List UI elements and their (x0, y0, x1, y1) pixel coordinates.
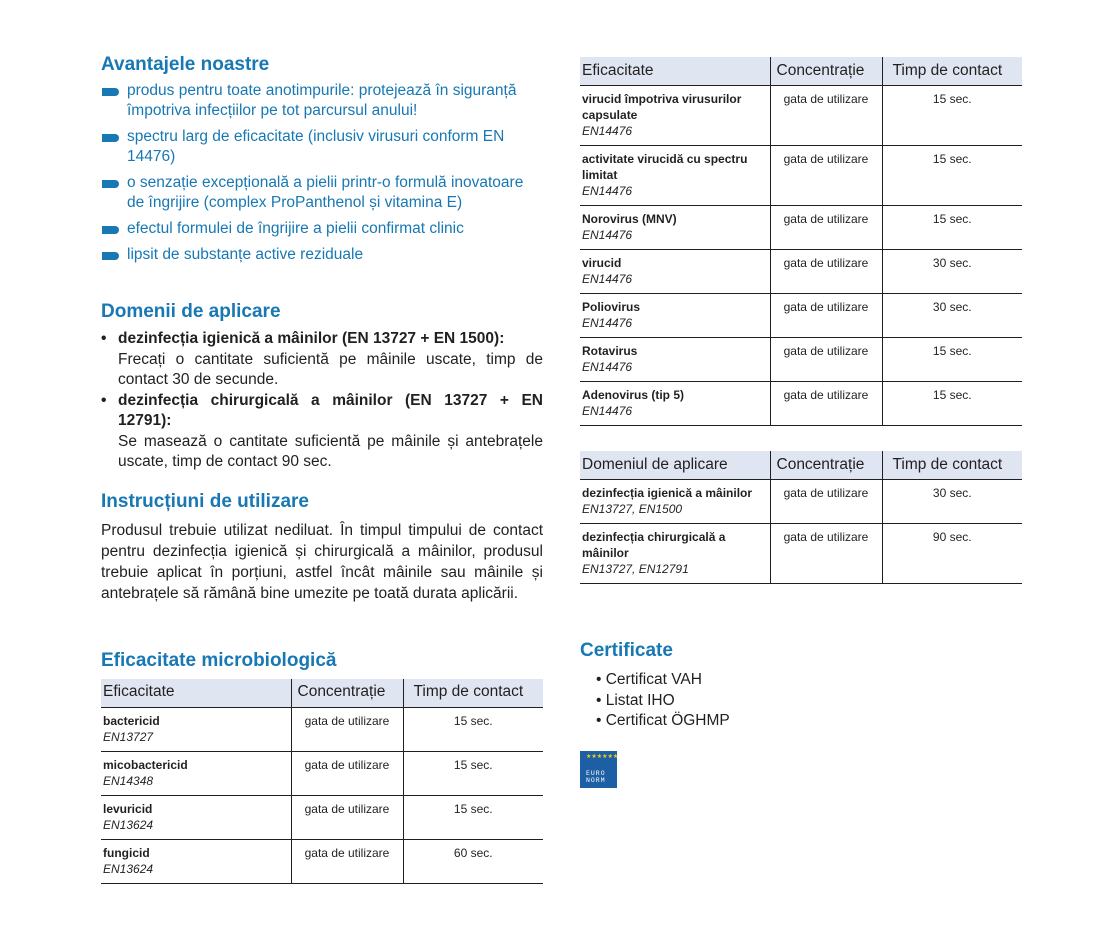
instructions-text: Produsul trebuie utilizat nediluat. În timpul timpului de contact pentru dezinfecția igienică și chirurgicală a mâinilor, produsul trebuie aplicat în porțiuni, astfel încât mâinile sau mâinile și antebrațele să rămână bine umezite pe toată durata aplicării. (101, 521, 543, 602)
table-header-row (580, 57, 1022, 86)
euronorm-logo-text: EURO NORM (586, 769, 606, 784)
efficacy-cell: bactericid EN13727 (101, 707, 291, 751)
table-row (580, 206, 1022, 250)
advantage-item: produs pentru toate anotimpurile: protejează în siguranță împotriva infecțiilor pe tot parcursul anului! (101, 81, 543, 121)
time-cell: 30 sec. (882, 294, 1022, 338)
time-cell: 60 sec. (403, 839, 543, 883)
efficacy-cell: Rotavirus EN14476 (580, 338, 770, 382)
concentration-cell: gata de utilizare (770, 86, 882, 146)
concentration-cell: gata de utilizare (291, 839, 403, 883)
certificates-title: Certificate (580, 640, 673, 661)
time-cell: 15 sec. (882, 382, 1022, 426)
concentration-cell: gata de utilizare (770, 206, 882, 250)
time-cell: 15 sec. (403, 795, 543, 839)
time-cell: 15 sec. (882, 86, 1022, 146)
bullet-pill-icon (102, 180, 119, 188)
domain-text: Frecați o cantitate suficientă pe mâinile uscate, timp de contact 30 de secunde. (118, 350, 543, 388)
advantage-item: efectul formulei de îngrijire a pielii confirmat clinic (101, 219, 543, 239)
efficacy-cell: Poliovirus EN14476 (580, 294, 770, 338)
col-header: Eficacitate (101, 679, 291, 708)
concentration-cell: gata de utilizare (770, 480, 882, 524)
concentration-cell: gata de utilizare (291, 707, 403, 751)
certificate-item: • Listat IHO (596, 691, 675, 709)
time-cell: 15 sec. (403, 751, 543, 795)
left-column (101, 52, 543, 884)
bullet-pill-icon (102, 252, 119, 260)
eu-stars-icon: ★★★★★★ (586, 753, 619, 760)
concentration-cell: gata de utilizare (770, 294, 882, 338)
advantages-title: Avantajele noastre (101, 54, 270, 75)
bullet-pill-icon (102, 88, 119, 96)
application-table (580, 451, 1022, 584)
table-row (580, 338, 1022, 382)
table-header-row (101, 679, 543, 708)
bullet-pill-icon (102, 134, 119, 142)
certificates-list (580, 670, 1022, 732)
table-row (101, 751, 543, 795)
virus-table (580, 57, 1022, 426)
domain-cell: dezinfecția igienică a mâinilor EN13727, EN1500 (580, 480, 770, 524)
bullet-dot-icon: • (101, 391, 107, 409)
efficacy-cell: fungicid EN13624 (101, 839, 291, 883)
efficacy-cell: Norovirus (MNV) EN14476 (580, 206, 770, 250)
concentration-cell: gata de utilizare (770, 338, 882, 382)
efficacy-cell: activitate virucidă cu spectru limitat EN14476 (580, 146, 770, 206)
table-row (101, 795, 543, 839)
efficacy-cell: virucid împotriva virusurilor capsulate EN14476 (580, 86, 770, 146)
time-cell: 15 sec. (403, 707, 543, 751)
table-row (580, 480, 1022, 524)
certificate-item: • Certificat VAH (596, 671, 702, 688)
certificate-item: • Certificat ÖGHMP (596, 712, 730, 729)
time-cell: 90 sec. (882, 524, 1022, 584)
efficacy-cell: virucid EN14476 (580, 250, 770, 294)
concentration-cell: gata de utilizare (291, 751, 403, 795)
table-row (580, 146, 1022, 206)
time-cell: 30 sec. (882, 480, 1022, 524)
bullet-dot-icon: • (101, 330, 107, 347)
concentration-cell: gata de utilizare (291, 795, 403, 839)
domain-item (101, 329, 543, 391)
table-header-row (580, 451, 1022, 480)
domain-item (101, 391, 543, 473)
col-header: Timp de contact (882, 57, 1022, 86)
domain-heading: dezinfecția igienică a mâinilor (EN 13727 + EN 1500): (118, 330, 505, 347)
concentration-cell: gata de utilizare (770, 524, 882, 584)
table-row (580, 250, 1022, 294)
concentration-cell: gata de utilizare (770, 250, 882, 294)
time-cell: 15 sec. (882, 206, 1022, 250)
advantage-item: lipsit de substanțe active reziduale (101, 245, 543, 265)
instructions-title: Instrucțiuni de utilizare (101, 490, 309, 512)
concentration-cell: gata de utilizare (770, 146, 882, 206)
table-row (580, 524, 1022, 584)
domain-text: Se masează o cantitate suficientă pe mâinile și antebrațele uscate, timp de contact 90 sec. (118, 432, 543, 470)
table-row (580, 86, 1022, 146)
domains-list (101, 329, 543, 473)
table-row (101, 707, 543, 751)
table-row (580, 382, 1022, 426)
efficacy-cell: levuricid EN13624 (101, 795, 291, 839)
col-header: Concentrație (770, 451, 882, 480)
advantage-item: spectru larg de eficacitate (inclusiv virusuri conform EN 14476) (101, 127, 543, 167)
time-cell: 15 sec. (882, 338, 1022, 382)
advantage-item: o senzație excepțională a pielii printr-o formulă inovatoare de îngrijire (complex ProPanthenol și vitamina E) (101, 173, 543, 213)
domain-heading: dezinfecția chirurgicală a mâinilor (EN 13727 + EN 12791): (118, 391, 543, 429)
micro-title: Eficacitate microbiologică (101, 649, 337, 671)
col-header: Concentrație (770, 57, 882, 86)
time-cell: 30 sec. (882, 250, 1022, 294)
efficacy-cell: Adenovirus (tip 5) EN14476 (580, 382, 770, 426)
domain-cell: dezinfecția chirurgicală a mâinilor EN13727, EN12791 (580, 524, 770, 584)
advantages-list (101, 81, 543, 265)
col-header: Eficacitate (580, 57, 770, 86)
col-header: Domeniul de aplicare (580, 451, 770, 480)
domains-title: Domenii de aplicare (101, 301, 281, 322)
efficacy-cell: micobactericid EN14348 (101, 751, 291, 795)
col-header: Timp de contact (403, 679, 543, 708)
time-cell: 15 sec. (882, 146, 1022, 206)
euronorm-logo (580, 751, 617, 788)
col-header: Concentrație (291, 679, 403, 708)
concentration-cell: gata de utilizare (770, 382, 882, 426)
col-header: Timp de contact (882, 451, 1022, 480)
right-column (580, 57, 1022, 788)
table-row (580, 294, 1022, 338)
table-row (101, 839, 543, 883)
bullet-pill-icon (102, 226, 119, 234)
micro-table (101, 679, 543, 884)
